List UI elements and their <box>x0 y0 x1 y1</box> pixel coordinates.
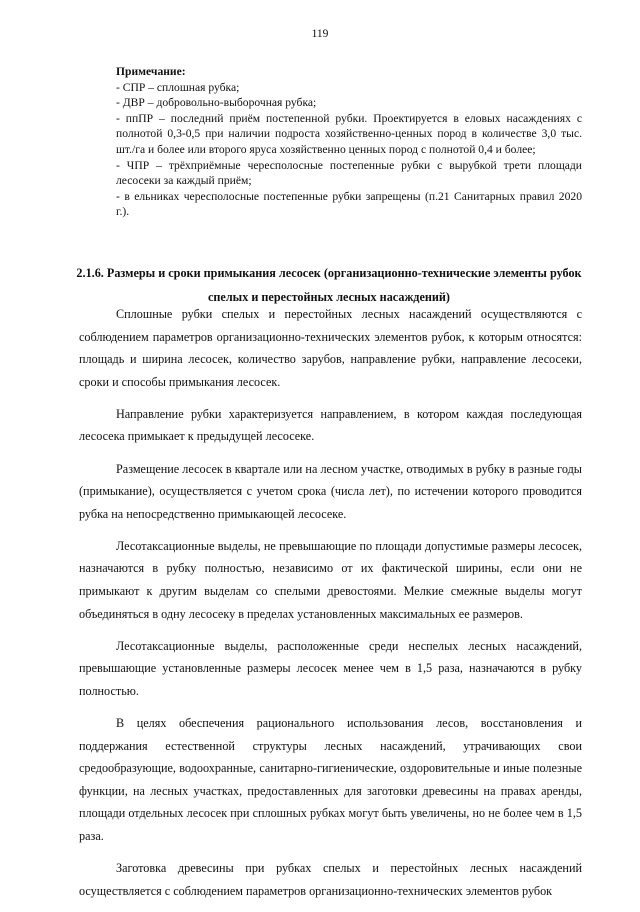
note-item-spr: - СПР – сплошная рубка; <box>116 80 240 94</box>
note-item-dvr: - ДВР – добровольно-выборочная рубка; <box>116 96 317 110</box>
paragraph-allotments-among-immature: Лесотаксационные выделы, расположенные среди неспелых лесных насаждений, превышающие установленные размеры лесосек менее чем в 1,5 раза, назначаются в рубку полностью. <box>79 638 582 698</box>
paragraph-timber-harvesting: Заготовка древесины при рубках спелых и перестойных лесных насаждений осуществляется с соблюдением параметров организационно-технических элементов рубок <box>79 861 582 898</box>
note-item-pppr: - ппПР – последний приём постепенной рубки. Проектируется в еловых насаждениях с полнотой 0,3-0,5 при наличии подроста хозяйственно-ценных пород в количестве 3,0 тыс. шт./га и более или второго яруса хозяйственно ценных пород с полнотой 0,4 и более; <box>116 111 582 156</box>
paragraph-small-allotments: Лесотаксационные выделы, не превышающие по площади допустимые размеры лесосек, назначаются в рубку полностью, независимо от их фактической ширины, если они не примыкают к другим выделам со спелыми древостоями. Мелкие смежные выделы могут объединяться в одну лесосеку в пределах установленных максимальных ее размеров. <box>79 538 582 621</box>
page-number: 119 <box>311 28 329 40</box>
paragraph-clear-cutting: Сплошные рубки спелых и перестойных лесных насаждений осуществляются с соблюдением параметров организационно-технических элементов рубок, к которым относятся: площадь и ширина лесосек, количество зарубов, направление рубки, направление лесосеки, сроки и способы примыкания лесосек. <box>79 307 582 389</box>
section-body <box>79 303 582 912</box>
paragraph-cutting-direction: Направление рубки характеризуется направлением, в котором каждая последующая лесосека примыкает к предыдущей лесосеке. <box>79 406 582 444</box>
note-item-prohibition: - в ельниках чересполосные постепенные рубки запрещены (п.21 Санитарных правил 2020 г.). <box>116 189 582 219</box>
note-block <box>79 64 582 220</box>
paragraph-area-increase: В целях обеспечения рационального использования лесов, восстановления и поддержания естественной структуры лесных насаждений, утрачивающих свои средообразующие, водоохранные, санитарно-гигиенические, оздоровительные и иные полезные функции, на лесных участках, предоставленных для заготовки древесины на правах аренды, площади отдельных лесосек при сплошных рубках могут быть увеличены, но не более чем в 1,5 раза. <box>79 716 582 843</box>
paragraph-cutting-area-placement: Размещение лесосек в квартале или на лесном участке, отводимых в рубку в разные годы (примыкание), осуществляется с учетом срока (числа лет), по истечении которого проводится рубка на непосредственно примыкающей лесосеке. <box>79 461 582 521</box>
note-item-chpr: - ЧПР – трёхприёмные чересполосные постепенные рубки с вырубкой трети площади лесосеки за каждый приём; <box>116 158 582 188</box>
section-title: 2.1.6. Размеры и сроки примыкания лесосек (организационно-технические элементы рубок спелых и перестойных лесных насаждений) <box>76 266 582 305</box>
note-heading: Примечание: <box>116 65 186 78</box>
